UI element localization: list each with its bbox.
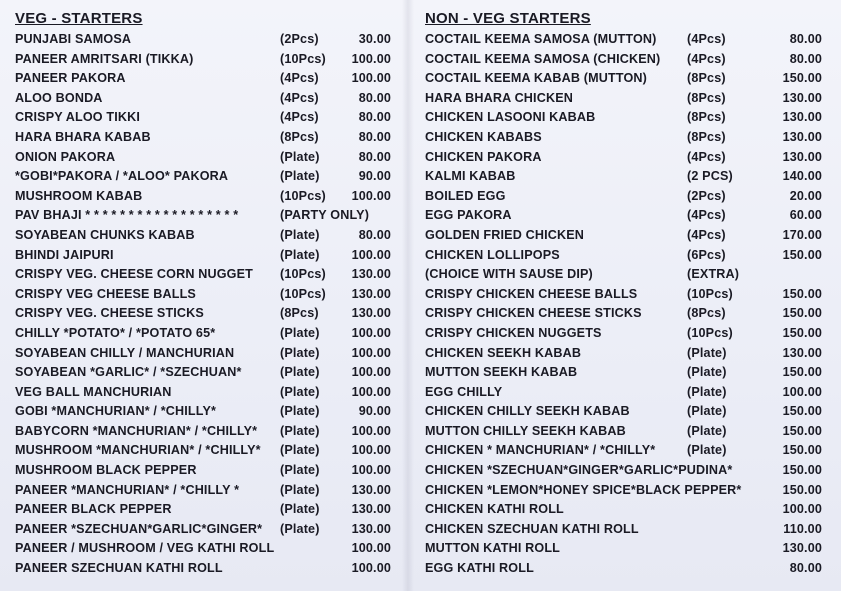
- menu-item-row: [425, 148, 825, 168]
- menu-item-name: EGG PAKORA: [425, 208, 512, 223]
- menu-item-price: 100.00: [351, 443, 391, 458]
- menu-item-name: CHICKEN LASOONI KABAB: [425, 110, 596, 125]
- menu-item-price: 100.00: [351, 247, 391, 262]
- menu-item-price: 150.00: [782, 325, 822, 340]
- menu-item-price: 130.00: [782, 90, 822, 105]
- menu-item-price: 90.00: [358, 404, 391, 419]
- menu-item-row: [15, 383, 395, 403]
- menu-item-row: [425, 520, 825, 540]
- menu-item-quantity: (2 PCS): [687, 169, 733, 184]
- menu-item-row: [15, 246, 395, 266]
- menu-item-row: [425, 69, 825, 89]
- menu-item-quantity: (PARTY ONLY): [280, 208, 370, 223]
- menu-item-price: 100.00: [782, 384, 822, 399]
- menu-item-name: PANEER *SZECHUAN*GARLIC*GINGER*: [15, 521, 263, 536]
- menu-item-row: [15, 441, 395, 461]
- menu-item-name: PANEER SZECHUAN KATHI ROLL: [15, 561, 223, 576]
- menu-item-quantity: (8Pcs): [280, 129, 319, 144]
- menu-item-quantity: (Plate): [687, 384, 727, 399]
- menu-item-name: PANEER / MUSHROOM / VEG KATHI ROLL: [15, 541, 275, 556]
- menu-item-name: SOYABEAN CHUNKS KABAB: [15, 227, 195, 242]
- menu-item-row: [425, 128, 825, 148]
- veg-starters-heading: VEG - STARTERS: [15, 10, 143, 27]
- menu-item-quantity: (10Pcs): [280, 188, 326, 203]
- menu-item-price: 150.00: [782, 71, 822, 86]
- menu-item-quantity: (Plate): [280, 482, 320, 497]
- menu-item-quantity: (Plate): [280, 227, 320, 242]
- menu-item-row: [15, 187, 395, 207]
- menu-item-price: 100.00: [351, 51, 391, 66]
- menu-item-name: COCTAIL KEEMA KABAB (MUTTON): [425, 71, 648, 86]
- menu-item-price: 130.00: [351, 482, 391, 497]
- menu-item-name: HARA BHARA KABAB: [15, 129, 151, 144]
- menu-item-price: 90.00: [358, 169, 391, 184]
- menu-item-name: PAV BHAJI * * * * * * * * * * * * * * * * * *: [15, 208, 239, 223]
- veg-starters-list: [15, 30, 395, 579]
- menu-item-price: 100.00: [351, 365, 391, 380]
- menu-item-quantity: (10Pcs): [280, 51, 326, 66]
- menu-item-price: 170.00: [782, 227, 822, 242]
- menu-item-price: 100.00: [351, 71, 391, 86]
- menu-item-price: 60.00: [789, 208, 822, 223]
- menu-item-row: [15, 539, 395, 559]
- menu-item-name: COCTAIL KEEMA SAMOSA (CHICKEN): [425, 51, 661, 66]
- menu-item-price: 100.00: [351, 541, 391, 556]
- menu-item-row: [15, 520, 395, 540]
- menu-item-quantity: (10Pcs): [280, 267, 326, 282]
- menu-item-quantity: (Plate): [687, 404, 727, 419]
- menu-item-quantity: (4Pcs): [280, 90, 319, 105]
- menu-item-price: 150.00: [782, 423, 822, 438]
- menu-item-name: BABYCORN *MANCHURIAN* / *CHILLY*: [15, 423, 258, 438]
- menu-item-row: [15, 50, 395, 70]
- menu-item-name: CRISPY VEG. CHEESE STICKS: [15, 306, 204, 321]
- menu-item-name: MUTTON SEEKH KABAB: [425, 365, 578, 380]
- menu-item-name: PANEER *MANCHURIAN* / *CHILLY *: [15, 482, 240, 497]
- menu-item-name: EGG KATHI ROLL: [425, 561, 534, 576]
- menu-item-row: [425, 481, 825, 501]
- menu-item-row: [425, 167, 825, 187]
- menu-item-quantity: (Plate): [687, 443, 727, 458]
- menu-item-row: [425, 285, 825, 305]
- menu-item-quantity: (4Pcs): [280, 71, 319, 86]
- menu-item-row: [425, 344, 825, 364]
- menu-item-name: HARA BHARA CHICKEN: [425, 90, 573, 105]
- menu-item-row: [15, 402, 395, 422]
- menu-item-name: CHICKEN * MANCHURIAN* / *CHILLY*: [425, 443, 656, 458]
- menu-item-name: CHICKEN PAKORA: [425, 149, 542, 164]
- menu-item-quantity: (8Pcs): [687, 71, 726, 86]
- non-veg-starters-heading: NON - VEG STARTERS: [425, 10, 591, 27]
- menu-item-price: 100.00: [351, 325, 391, 340]
- menu-item-row: [425, 206, 825, 226]
- menu-item-quantity: (Plate): [280, 149, 320, 164]
- menu-item-row: [425, 187, 825, 207]
- menu-item-name: CHICKEN SZECHUAN KATHI ROLL: [425, 521, 639, 536]
- menu-item-quantity: (8Pcs): [687, 306, 726, 321]
- menu-item-name: CHICKEN SEEKH KABAB: [425, 345, 582, 360]
- menu-item-quantity: (4Pcs): [687, 32, 726, 46]
- menu-item-name: CRISPY CHICKEN CHEESE BALLS: [425, 286, 638, 301]
- menu-item-row: [15, 559, 395, 579]
- menu-item-price: 80.00: [789, 51, 822, 66]
- menu-item-price: 140.00: [782, 169, 822, 184]
- menu-item-price: 80.00: [789, 561, 822, 576]
- menu-item-name: MUTTON KATHI ROLL: [425, 541, 560, 556]
- menu-item-price: 100.00: [351, 345, 391, 360]
- menu-item-price: 130.00: [782, 129, 822, 144]
- menu-item-name: CHICKEN KATHI ROLL: [425, 502, 564, 517]
- menu-item-row: [15, 69, 395, 89]
- menu-item-row: [425, 246, 825, 266]
- menu-item-quantity: (4Pcs): [687, 227, 726, 242]
- menu-item-name: CHICKEN KABABS: [425, 129, 542, 144]
- menu-item-name: (CHOICE WITH SAUSE DIP): [425, 267, 593, 282]
- menu-item-name: PUNJABI SAMOSA: [15, 32, 132, 46]
- menu-item-row: [425, 89, 825, 109]
- menu-item-name: EGG CHILLY: [425, 384, 503, 399]
- menu-item-row: [425, 324, 825, 344]
- menu-item-quantity: (4Pcs): [687, 149, 726, 164]
- menu-item-row: [15, 226, 395, 246]
- menu-item-name: *GOBI*PAKORA / *ALOO* PAKORA: [15, 169, 229, 184]
- menu-item-row: [15, 481, 395, 501]
- menu-item-quantity: (EXTRA): [687, 267, 740, 282]
- menu-item-name: CRISPY CHICKEN NUGGETS: [425, 325, 602, 340]
- menu-item-price: 80.00: [789, 32, 822, 46]
- menu-item-quantity: (Plate): [280, 169, 320, 184]
- menu-item-quantity: (6Pcs): [687, 247, 726, 262]
- menu-item-row: [15, 324, 395, 344]
- menu-item-price: 30.00: [358, 32, 391, 46]
- menu-item-row: [425, 108, 825, 128]
- menu-item-quantity: (8Pcs): [687, 90, 726, 105]
- menu-item-quantity: (4Pcs): [687, 51, 726, 66]
- menu-item-name: MUSHROOM KABAB: [15, 188, 143, 203]
- menu-item-quantity: (2Pcs): [687, 188, 726, 203]
- menu-item-row: [425, 402, 825, 422]
- menu-item-quantity: (Plate): [280, 502, 320, 517]
- menu-item-quantity: (8Pcs): [687, 110, 726, 125]
- menu-item-price: 130.00: [782, 149, 822, 164]
- menu-item-name: SOYABEAN *GARLIC* / *SZECHUAN*: [15, 365, 242, 380]
- menu-item-price: 150.00: [782, 365, 822, 380]
- menu-item-row: [15, 285, 395, 305]
- menu-item-quantity: (Plate): [280, 463, 320, 478]
- menu-item-quantity: (Plate): [280, 404, 320, 419]
- menu-item-row: [425, 461, 825, 481]
- menu-item-price: 100.00: [351, 463, 391, 478]
- menu-item-quantity: (8Pcs): [687, 129, 726, 144]
- menu-item-row: [425, 559, 825, 579]
- menu-item-quantity: (Plate): [280, 247, 320, 262]
- menu-item-name: PANEER AMRITSARI (TIKKA): [15, 51, 194, 66]
- menu-item-name: CHILLY *POTATO* / *POTATO 65*: [15, 325, 216, 340]
- menu-item-name: CHICKEN *SZECHUAN*GINGER*GARLIC*PUDINA*: [425, 463, 733, 478]
- menu-item-name: VEG BALL MANCHURIAN: [15, 384, 172, 399]
- paper-fold: [402, 0, 414, 591]
- menu-item-quantity: (Plate): [280, 384, 320, 399]
- menu-item-price: 130.00: [351, 521, 391, 536]
- menu-item-price: 100.00: [782, 502, 822, 517]
- menu-item-row: [425, 226, 825, 246]
- menu-item-name: PANEER BLACK PEPPER: [15, 502, 172, 517]
- menu-item-row: [15, 363, 395, 383]
- menu-item-price: 80.00: [358, 110, 391, 125]
- menu-item-name: CRISPY VEG CHEESE BALLS: [15, 286, 196, 301]
- menu-item-row: [425, 500, 825, 520]
- menu-item-name: GOBI *MANCHURIAN* / *CHILLY*: [15, 404, 217, 419]
- menu-item-price: 150.00: [782, 482, 822, 497]
- menu-item-quantity: (Plate): [687, 365, 727, 380]
- menu-item-row: [425, 304, 825, 324]
- menu-item-row: [425, 539, 825, 559]
- menu-item-name: BOILED EGG: [425, 188, 506, 203]
- menu-item-row: [425, 363, 825, 383]
- veg-starters-column: [15, 8, 395, 579]
- menu-item-name: ONION PAKORA: [15, 149, 116, 164]
- menu-item-row: [15, 500, 395, 520]
- menu-item-name: CRISPY VEG. CHEESE CORN NUGGET: [15, 267, 253, 282]
- menu-item-name: CRISPY CHICKEN CHEESE STICKS: [425, 306, 642, 321]
- menu-item-row: [425, 422, 825, 442]
- menu-item-quantity: (Plate): [280, 521, 320, 536]
- menu-item-name: MUSHROOM BLACK PEPPER: [15, 463, 197, 478]
- menu-item-row: [15, 344, 395, 364]
- menu-item-price: 100.00: [351, 384, 391, 399]
- menu-item-quantity: (Plate): [280, 325, 320, 340]
- non-veg-starters-list: [425, 30, 825, 579]
- menu-item-quantity: (2Pcs): [280, 32, 319, 46]
- menu-item-quantity: (Plate): [280, 423, 320, 438]
- menu-item-name: SOYABEAN CHILLY / MANCHURIAN: [15, 345, 235, 360]
- menu-item-price: 130.00: [351, 286, 391, 301]
- menu-item-price: 150.00: [782, 306, 822, 321]
- menu-item-quantity: (10Pcs): [687, 325, 733, 340]
- menu-item-name: KALMI KABAB: [425, 169, 516, 184]
- menu-item-quantity: (Plate): [687, 423, 727, 438]
- menu-item-name: CHICKEN LOLLIPOPS: [425, 247, 560, 262]
- menu-item-name: GOLDEN FRIED CHICKEN: [425, 227, 585, 242]
- menu-item-quantity: (8Pcs): [280, 306, 319, 321]
- menu-item-row: [15, 206, 395, 226]
- menu-item-quantity: (4Pcs): [280, 110, 319, 125]
- menu-item-price: 150.00: [782, 463, 822, 478]
- menu-item-price: 100.00: [351, 188, 391, 203]
- menu-item-row: [15, 30, 395, 50]
- menu-item-price: 130.00: [351, 267, 391, 282]
- non-veg-starters-column: [425, 8, 825, 579]
- menu-item-price: 130.00: [782, 541, 822, 556]
- menu-item-row: [15, 265, 395, 285]
- menu-item-price: 150.00: [782, 247, 822, 262]
- menu-item-quantity: (10Pcs): [687, 286, 733, 301]
- menu-item-quantity: (Plate): [280, 443, 320, 458]
- menu-item-row: [425, 383, 825, 403]
- menu-item-row: [15, 108, 395, 128]
- menu-item-name: PANEER PAKORA: [15, 71, 126, 86]
- menu-item-name: CRISPY ALOO TIKKI: [15, 110, 141, 125]
- menu-item-name: CHICKEN *LEMON*HONEY SPICE*BLACK PEPPER*: [425, 482, 742, 497]
- menu-item-price: 80.00: [358, 149, 391, 164]
- menu-item-row: [15, 148, 395, 168]
- menu-item-quantity: (10Pcs): [280, 286, 326, 301]
- menu-item-row: [425, 30, 825, 50]
- menu-item-price: 80.00: [358, 227, 391, 242]
- menu-item-row: [15, 167, 395, 187]
- menu-item-name: MUSHROOM *MANCHURIAN* / *CHILLY*: [15, 443, 261, 458]
- menu-item-price: 130.00: [351, 306, 391, 321]
- menu-item-quantity: (Plate): [687, 345, 727, 360]
- menu-item-price: 130.00: [351, 502, 391, 517]
- menu-item-price: 80.00: [358, 129, 391, 144]
- menu-item-quantity: (4Pcs): [687, 208, 726, 223]
- menu-item-name: ALOO BONDA: [15, 90, 103, 105]
- menu-item-price: 130.00: [782, 345, 822, 360]
- menu-item-row: [15, 304, 395, 324]
- menu-item-row: [15, 128, 395, 148]
- menu-item-price: 80.00: [358, 90, 391, 105]
- menu-item-price: 110.00: [783, 521, 822, 536]
- menu-item-price: 130.00: [782, 110, 822, 125]
- menu-item-row: [425, 265, 825, 285]
- menu-item-row: [425, 441, 825, 461]
- menu-item-row: [425, 50, 825, 70]
- menu-item-name: BHINDI JAIPURI: [15, 247, 114, 262]
- menu-item-name: CHICKEN CHILLY SEEKH KABAB: [425, 404, 630, 419]
- menu-item-price: 150.00: [782, 404, 822, 419]
- menu-item-name: COCTAIL KEEMA SAMOSA (MUTTON): [425, 32, 657, 46]
- menu-item-price: 100.00: [351, 423, 391, 438]
- menu-item-row: [15, 461, 395, 481]
- menu-item-quantity: (Plate): [280, 345, 320, 360]
- menu-item-price: 20.00: [789, 188, 822, 203]
- menu-item-name: MUTTON CHILLY SEEKH KABAB: [425, 423, 626, 438]
- menu-item-price: 150.00: [782, 286, 822, 301]
- menu-item-row: [15, 89, 395, 109]
- menu-item-row: [15, 422, 395, 442]
- menu-item-quantity: (Plate): [280, 365, 320, 380]
- menu-item-price: 150.00: [782, 443, 822, 458]
- menu-item-price: 100.00: [351, 561, 391, 576]
